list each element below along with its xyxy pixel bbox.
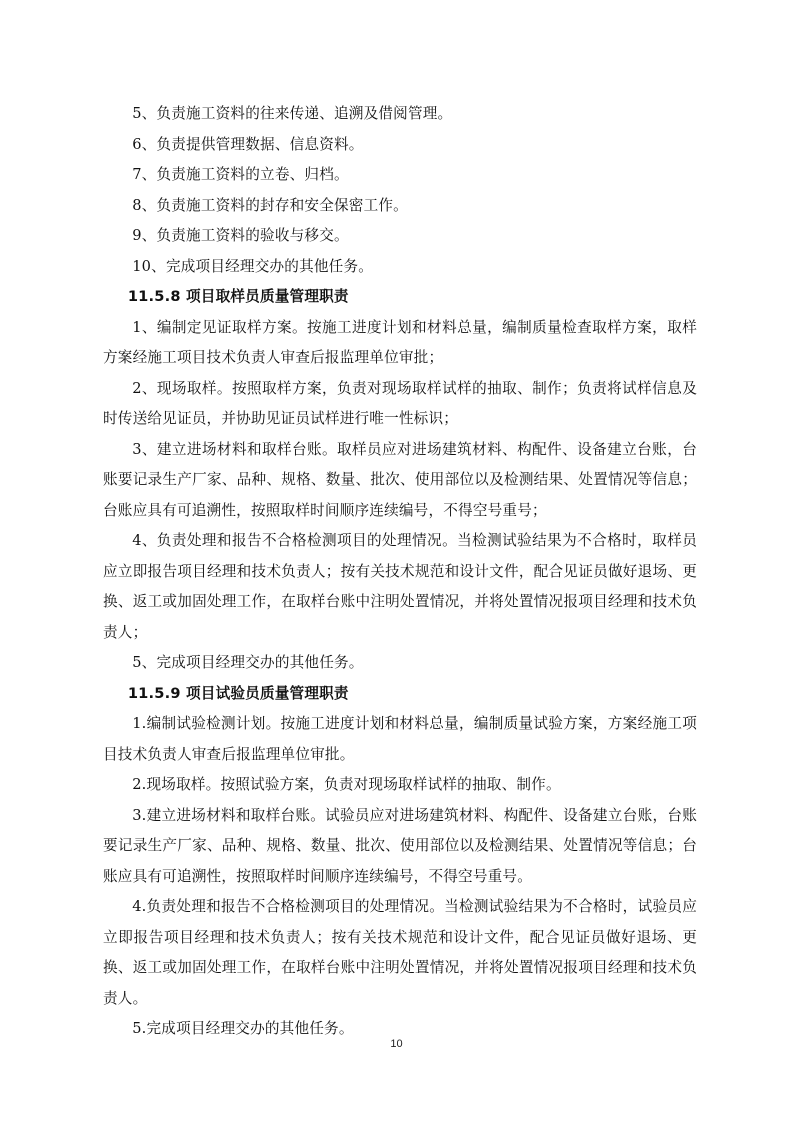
paragraph: 8、负责施工资料的封存和安全保密工作。 xyxy=(132,196,408,214)
section-heading-11-5-8: 11.5.8 项目取样员质量管理职责 xyxy=(127,288,349,305)
paragraph: 3.建立进场材料和取样台账。试验员应对进场建筑材料、构配件、设备建立台账，台账要记录生产厂家、品种、规格、数量、批次、使用部位以及检测结果、处置情况等信息；台账应具有可追溯性，按照取样时间顺序连续编号，不得空号重号。 xyxy=(103,806,697,885)
paragraph: 5、完成项目经理交办的其他任务。 xyxy=(132,654,364,671)
paragraph: 5.完成项目经理交办的其他任务。 xyxy=(132,1020,354,1037)
paragraph: 6、负责提供管理数据、信息资料。 xyxy=(132,135,364,153)
paragraph: 9、负责施工资料的验收与移交。 xyxy=(132,227,349,244)
section-heading-11-5-9: 11.5.9 项目试验员质量管理职责 xyxy=(127,684,349,702)
paragraph: 1、编制定见证取样方案。按施工进度计划和材料总量，编制质量检查取样方案，取样方案经施工项目技术负责人审查后报监理单位审批； xyxy=(103,318,697,366)
paragraph: 3、建立进场材料和取样台账。取样员应对进场建筑材料、构配件、设备建立台账，台账要记录生产厂家、品种、规格、数量、批次、使用部位以及检测结果、处置情况等信息；台账应具有可追溯性，按照取样时间顺序连续编号，不得空号重号； xyxy=(103,440,697,519)
paragraph: 1.编制试验检测计划。按施工进度计划和材料总量，编制质量试验方案，方案经施工项目技术负责人审查后报监理单位审批。 xyxy=(103,715,697,763)
paragraph: 4.负责处理和报告不合格检测项目的处理情况。当检测试验结果为不合格时，试验员应立即报告项目经理和技术负责人；按有关技术规范和设计文件，配合见证员做好退场、更换、返工或加固处理工作，在取样台账中注明处置情况，并将处置情况报项目经理和技术负责人。 xyxy=(103,898,697,1007)
paragraph: 2、现场取样。按照取样方案，负责对现场取样试样的抽取、制作；负责将试样信息及时传送给见证员，并协助见证员试样进行唯一性标识； xyxy=(103,379,697,427)
paragraph: 2.现场取样。按照试验方案，负责对现场取样试样的抽取、制作。 xyxy=(132,776,561,793)
paragraph: 7、负责施工资料的立卷、归档。 xyxy=(132,166,349,183)
paragraph: 4、负责处理和报告不合格检测项目的处理情况。当检测试验结果为不合格时，取样员应立即报告项目经理和技术负责人；按有关技术规范和设计文件，配合见证员做好退场、更换、返工或加固处理工作，在取样台账中注明处置情况，并将处置情况报项目经理和技术负责人； xyxy=(103,532,697,641)
paragraph: 10、完成项目经理交办的其他任务。 xyxy=(132,257,374,275)
page-number: 10 xyxy=(390,1038,403,1050)
paragraph: 5、负责施工资料的往来传递、追溯及借阅管理。 xyxy=(132,105,453,122)
